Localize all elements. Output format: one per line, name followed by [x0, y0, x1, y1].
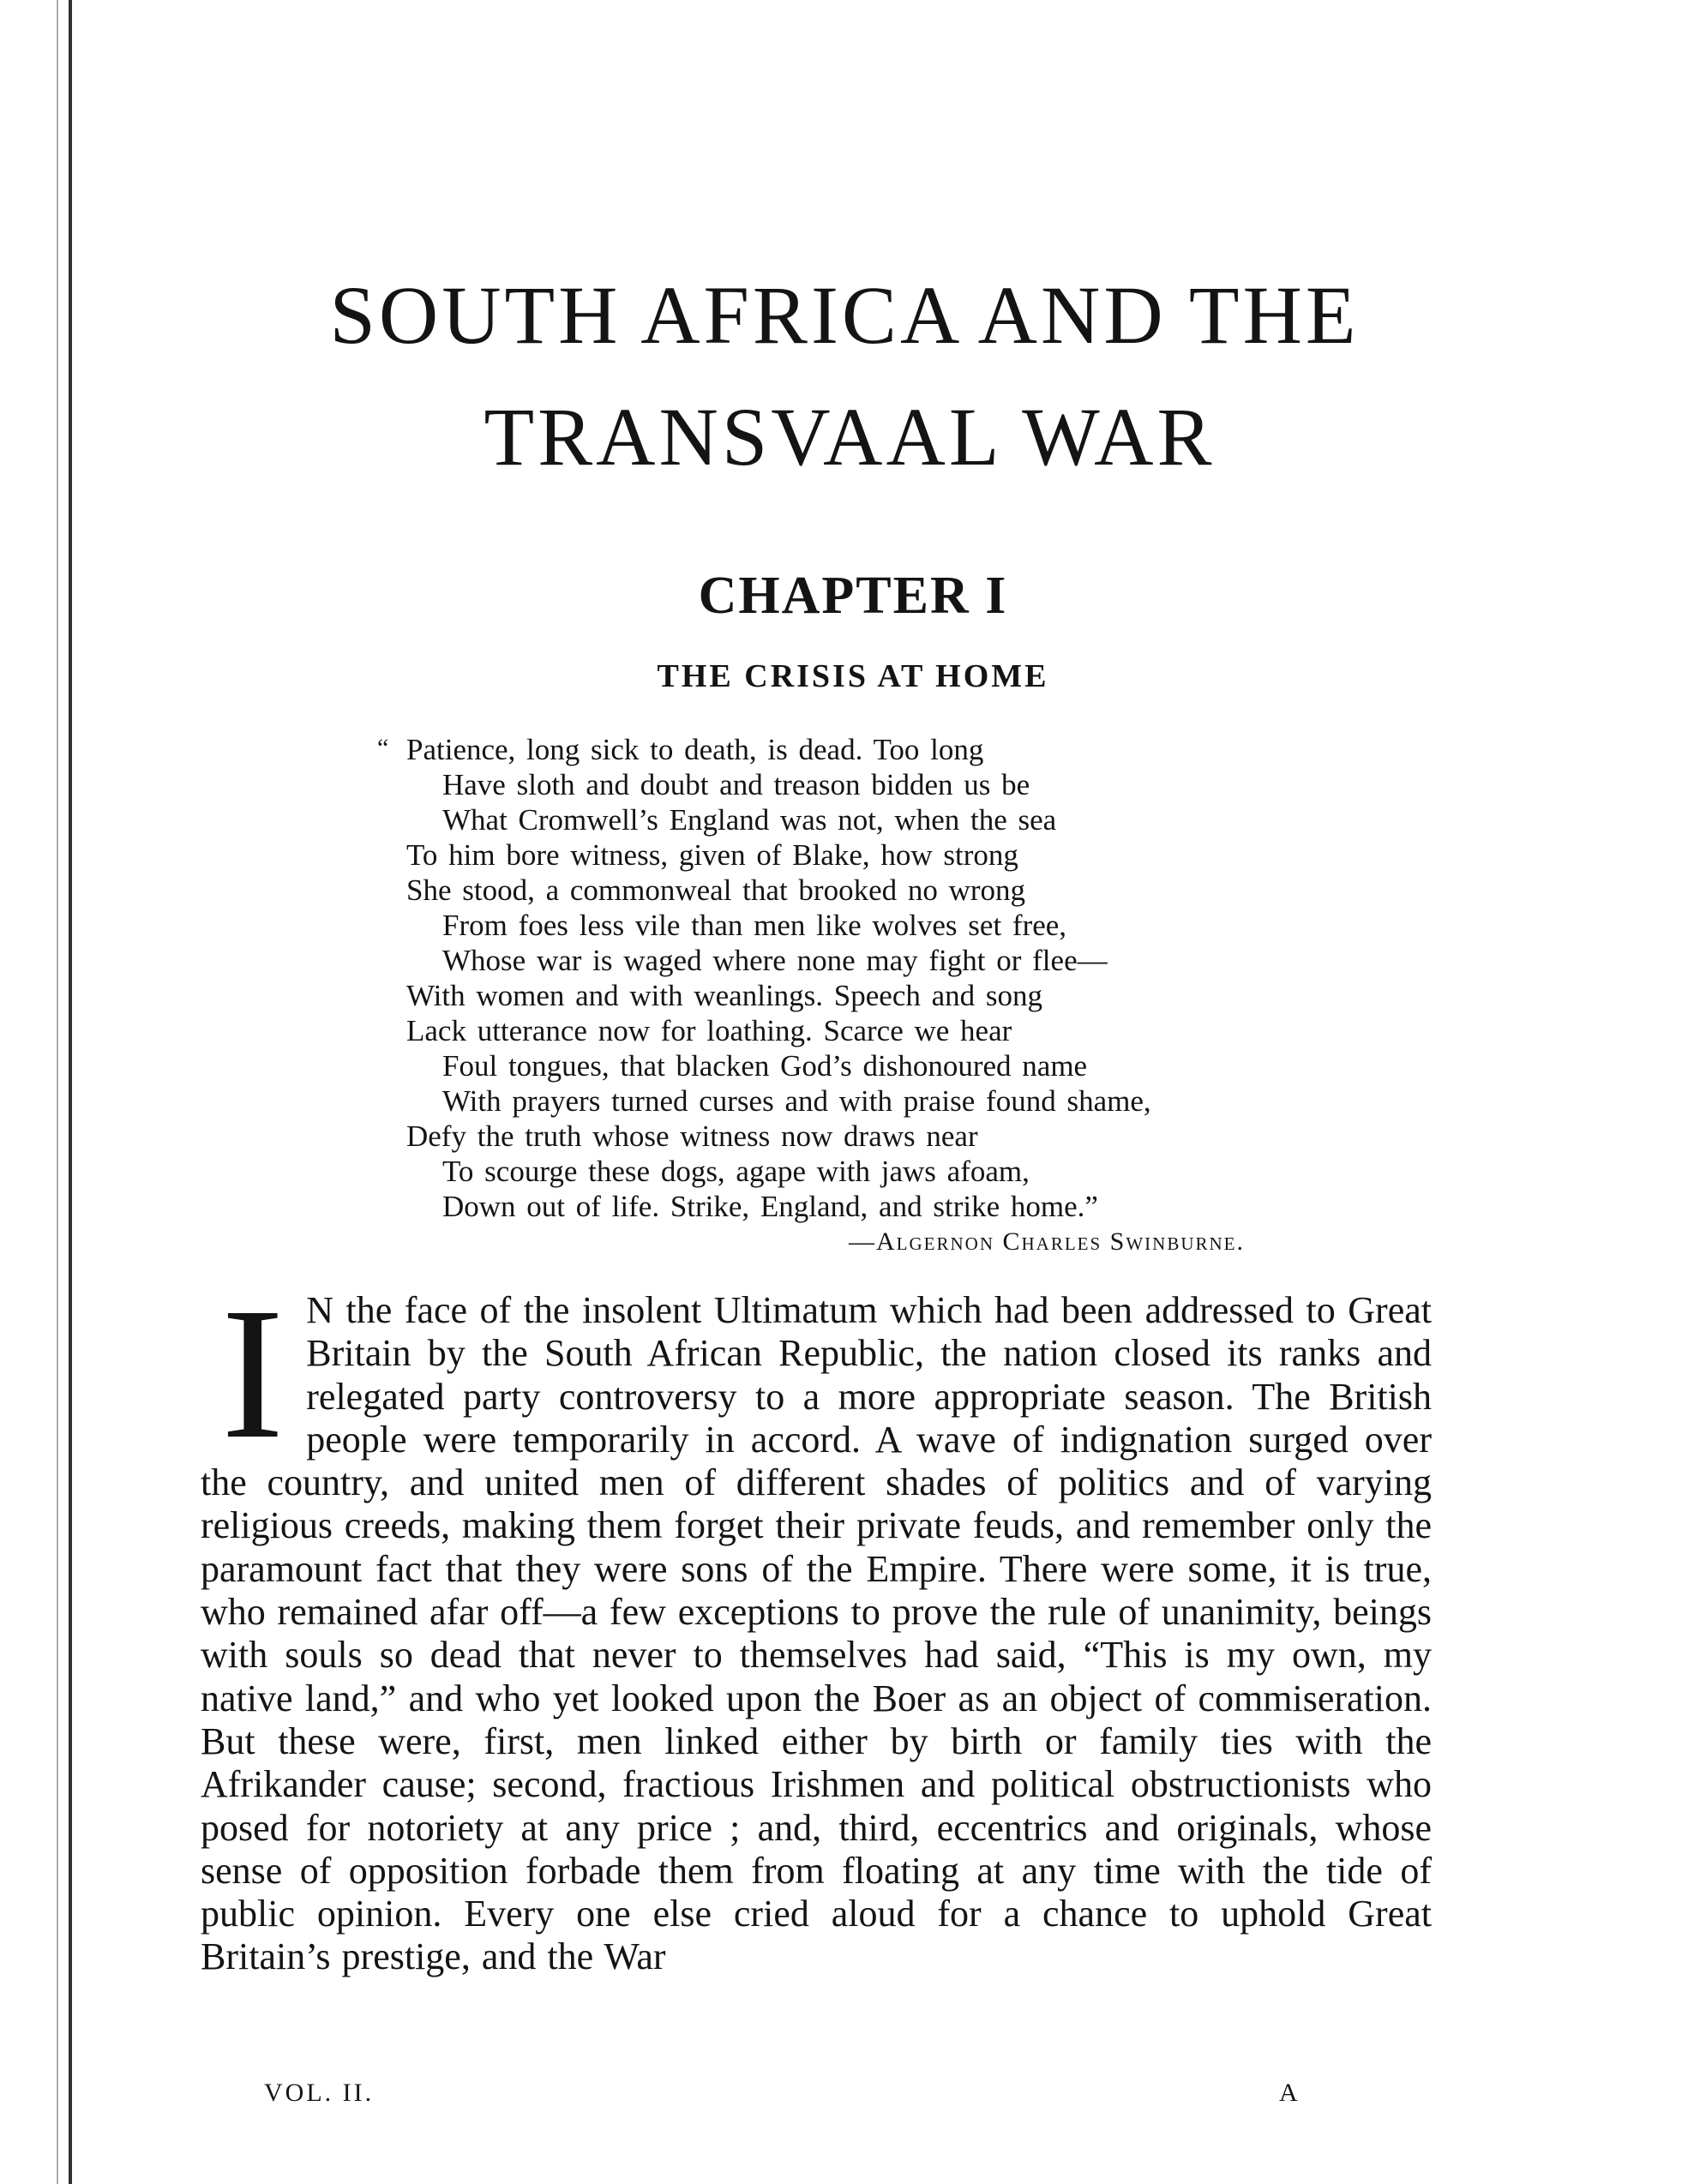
chapter-heading: CHAPTER I — [698, 567, 1008, 625]
poem-line: With prayers turned curses and with praise found shame, — [442, 1084, 1151, 1118]
poem-line: Foul tongues, that blacken God’s dishonoured name — [442, 1049, 1088, 1083]
poem-line: To him bore witness, given of Blake, how strong — [406, 838, 1018, 872]
epigraph-poem — [377, 730, 1449, 1224]
chapter-subtitle: THE CRISIS AT HOME — [657, 658, 1049, 694]
poem-line: Whose war is waged where none may fight or flee— — [442, 944, 1108, 977]
poem-line: Lack utterance now for loathing. Scarce we hear — [406, 1014, 1012, 1047]
poem-line: Down out of life. Strike, England, and strike home.” — [442, 1190, 1098, 1223]
poem-line: Have sloth and doubt and treason bidden us be — [442, 768, 1030, 801]
poem-line — [377, 730, 1449, 767]
poem-line: What Cromwell’s England was not, when the sea — [442, 803, 1057, 837]
poem-line: With women and with weanlings. Speech and song — [406, 979, 1043, 1012]
book-title-line-1: SOUTH AFRICA AND THE — [329, 269, 1360, 361]
poem-line: To scourge these dogs, agape with jaws afoam, — [442, 1155, 1030, 1188]
body-paragraph — [201, 1269, 1432, 1979]
poem-line: She stood, a commonweal that brooked no wrong — [406, 873, 1026, 907]
signature-mark: A — [1279, 2079, 1298, 2107]
body-paragraph-text: N the face of the insolent Ultimatum which had been addressed to Great Britain by the South African Republic, the nation closed its ranks and relegated party controversy to a more appropriate season. The British people were temporarily in accord. A wave of indignation surged over the country, and united men of different shades of politics and of varying religious creeds, making them forget their private feuds, and remember only the paramount fact that they were sons of the Empire. There were some, it is true, who remained afar off—a few exceptions to prove the rule of unanimity, beings with souls so dead that never to themselves had said, “This is my own, my native land,” and who yet looked upon the Boer as an object of commiseration. But these were, first, men linked either by birth or family ties with the Afrikander cause; second, fractious Irishmen and political obstructionists who posed for notoriety at any price ; and, third, eccentrics and originals, whose sense of opposition forbade them from floating at any time with the tide of public opinion. Every one else cried aloud for a chance to uphold Great Britain’s prestige, and the War — [201, 1289, 1432, 1978]
poem-line-text: Patience, long sick to death, is dead. Too long — [406, 733, 984, 766]
opening-quote-mark: “ — [377, 734, 389, 762]
drop-cap: I — [221, 1269, 285, 1478]
poem-line: From foes less vile than men like wolves set free, — [442, 909, 1067, 942]
poem-line: Defy the truth whose witness now draws near — [406, 1119, 978, 1153]
book-title-line-2: TRANSVAAL WAR — [484, 391, 1216, 483]
volume-footer: VOL. II. — [264, 2079, 375, 2107]
poem-attribution: —Algernon Charles Swinburne. — [849, 1227, 1246, 1256]
